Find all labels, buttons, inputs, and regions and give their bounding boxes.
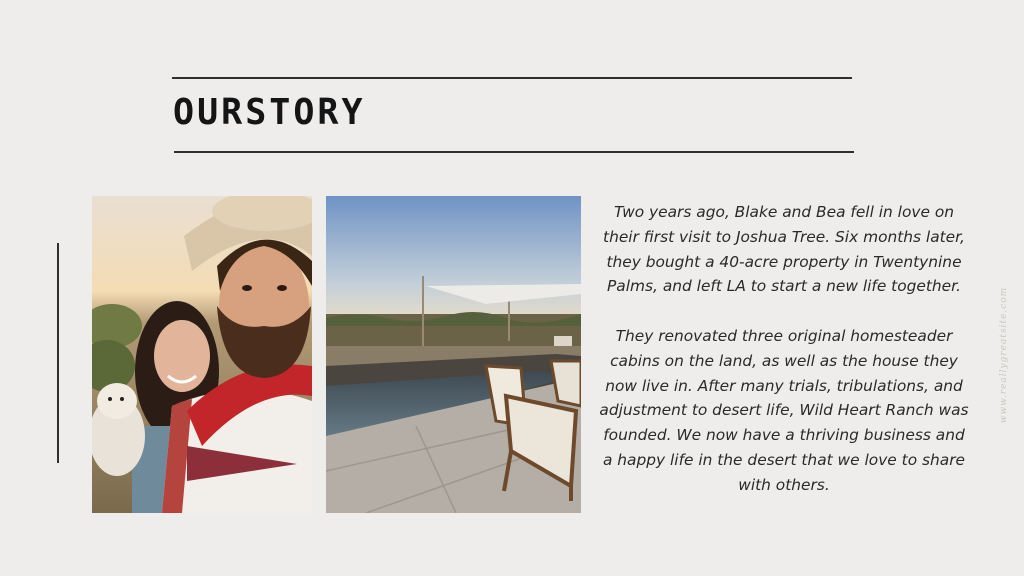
couple-selfie-photo [92, 196, 312, 513]
vertical-accent-line [57, 243, 59, 463]
website-watermark: www.reallygreatsite.com [999, 286, 1009, 424]
top-divider [172, 77, 852, 79]
pool-patio-photo [326, 196, 581, 513]
story-text [598, 200, 970, 498]
bottom-divider [174, 151, 854, 153]
story-paragraph: Two years ago, Blake and Bea fell in love on their first visit to Joshua Tree. Six months later, they bought a 40-acre property in Twentynine Palms, and left LA to start a new life together. [603, 203, 965, 296]
page-title: OURSTORY [173, 92, 366, 134]
story-paragraph: They renovated three original homesteader cabins on the land, as well as the house they now live in. After many trials, tribulations, and adjustment to desert life, Wild Heart Ranch was founded. We now have a thriving business and a happy life in the desert that we love to share with others. [599, 326, 969, 494]
